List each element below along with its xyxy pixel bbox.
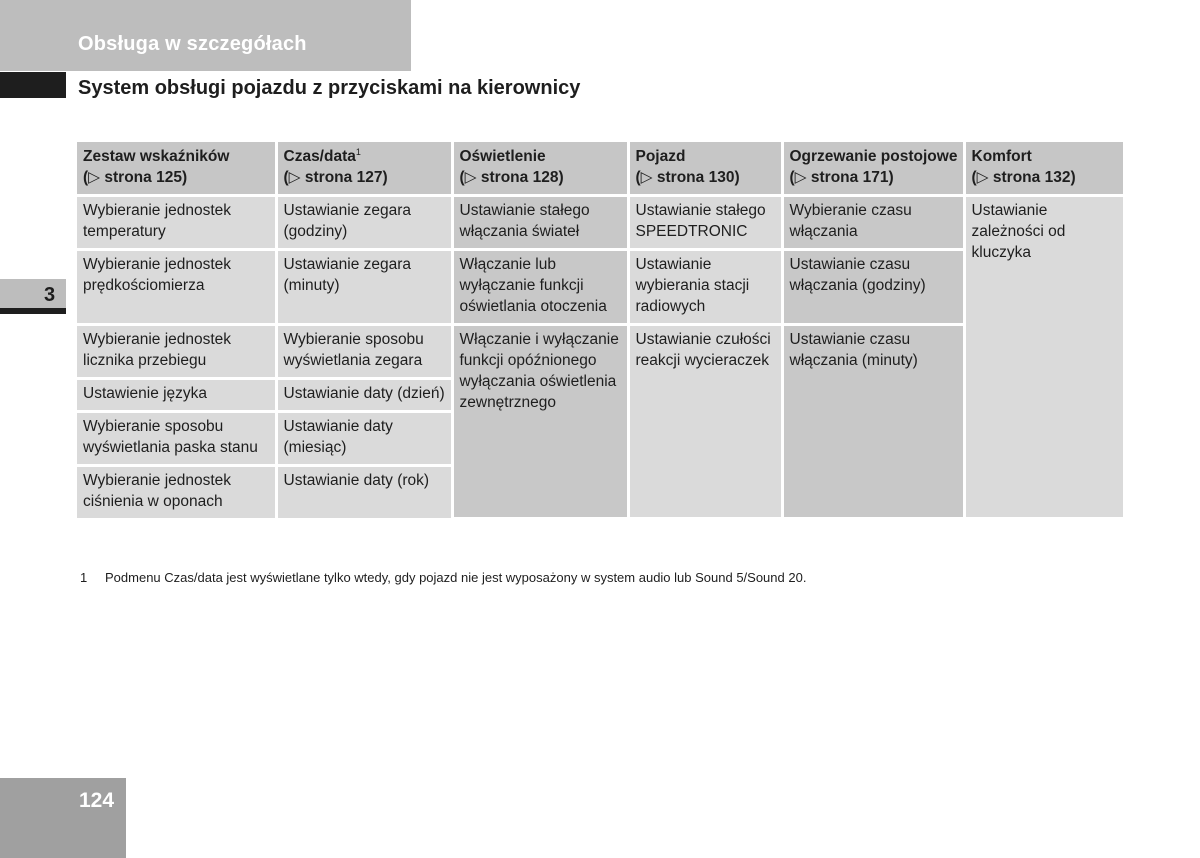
column-title: Zestaw wskaźników	[83, 148, 230, 165]
column-title: Czas/data$^1$	[283, 146, 361, 165]
table-cell: Ustawianie stałego włączania świateł	[452, 196, 628, 250]
footnote-text: Podmenu Czas/data jest wyświetlane tylko wtedy, gdy pojazd nie jest wyposażony w system audio lub Sound 5/Sound 20.	[105, 570, 807, 585]
table-cell: Ustawianie czasu włączania (minuty)	[782, 325, 964, 519]
footnote	[80, 570, 806, 585]
page-reference: (▷ strona 171)	[789, 169, 894, 186]
footnote-number: 1	[80, 570, 88, 585]
table-cell: Ustawianie czułości reakcji wycieraczek	[628, 325, 782, 519]
page-reference: (▷ strona 128)	[459, 169, 564, 186]
column-title: Ogrzewanie postojowe	[789, 148, 958, 165]
table-cell: Ustawianie stałego SPEEDTRONIC	[628, 196, 782, 250]
table-cell: Ustawianie daty (miesiąc)	[276, 412, 452, 466]
settings-table	[77, 142, 1123, 520]
column-header	[964, 142, 1123, 196]
table-cell: Ustawianie zegara (godziny)	[276, 196, 452, 250]
page-heading: System obsługi pojazdu z przyciskami na kierownicy	[78, 77, 581, 99]
column-header	[276, 142, 452, 196]
page-reference: (▷ strona 127)	[283, 169, 388, 186]
table-header-row	[77, 142, 1123, 196]
page-reference: (▷ strona 130)	[635, 169, 740, 186]
header-rule	[0, 72, 66, 98]
table-cell: Wybieranie sposobu wyświetlania zegara	[276, 325, 452, 379]
page-reference: (▷ strona 125)	[83, 169, 188, 186]
arrow-right-icon: ▷	[640, 169, 653, 186]
table-cell: Wybieranie jednostek temperatury	[77, 196, 276, 250]
chapter-rule	[0, 308, 66, 314]
table-cell: Włączanie lub wyłączanie funkcji oświetlania otoczenia	[452, 250, 628, 325]
footnote-marker: 1	[355, 146, 361, 157]
table-cell: Wybieranie sposobu wyświetlania paska stanu	[77, 412, 276, 466]
page-number: 124	[79, 789, 115, 812]
chapter-number: 3	[44, 284, 56, 306]
table-cell: Ustawianie zegara (minuty)	[276, 250, 452, 325]
column-title: Oświetlenie	[459, 148, 546, 165]
table-cell: Włączanie i wyłączanie funkcji opóźnionego wyłączania oświetlenia zewnętrznego	[452, 325, 628, 519]
table-cell: Ustawianie daty (rok)	[276, 466, 452, 519]
column-header	[628, 142, 782, 196]
table-cell: Ustawienie języka	[77, 379, 276, 412]
table-cell: Ustawianie zależności od kluczyka	[964, 196, 1123, 519]
table-cell: Wybieranie czasu włączania	[782, 196, 964, 250]
table-cell: Ustawianie daty (dzień)	[276, 379, 452, 412]
table-cell: Wybieranie jednostek licznika przebiegu	[77, 325, 276, 379]
table-cell: Wybieranie jednostek ciśnienia w oponach	[77, 466, 276, 519]
column-title: Komfort	[971, 148, 1032, 165]
table-cell: Ustawianie czasu włączania (godziny)	[782, 250, 964, 325]
column-header	[782, 142, 964, 196]
arrow-right-icon: ▷	[288, 169, 301, 186]
column-header	[452, 142, 628, 196]
arrow-right-icon: ▷	[88, 169, 101, 186]
column-header	[77, 142, 276, 196]
arrow-right-icon: ▷	[976, 169, 989, 186]
table-row	[77, 196, 1123, 250]
chapter-tab	[0, 279, 66, 308]
column-title: Pojazd	[635, 148, 686, 165]
table-cell: Ustawianie wybierania stacji radiowych	[628, 250, 782, 325]
arrow-right-icon: ▷	[464, 169, 477, 186]
section-title: Obsługa w szczegółach	[78, 33, 307, 55]
table-cell: Wybieranie jednostek prędkościomierza	[77, 250, 276, 325]
page-reference: (▷ strona 132)	[971, 169, 1076, 186]
arrow-right-icon: ▷	[794, 169, 807, 186]
